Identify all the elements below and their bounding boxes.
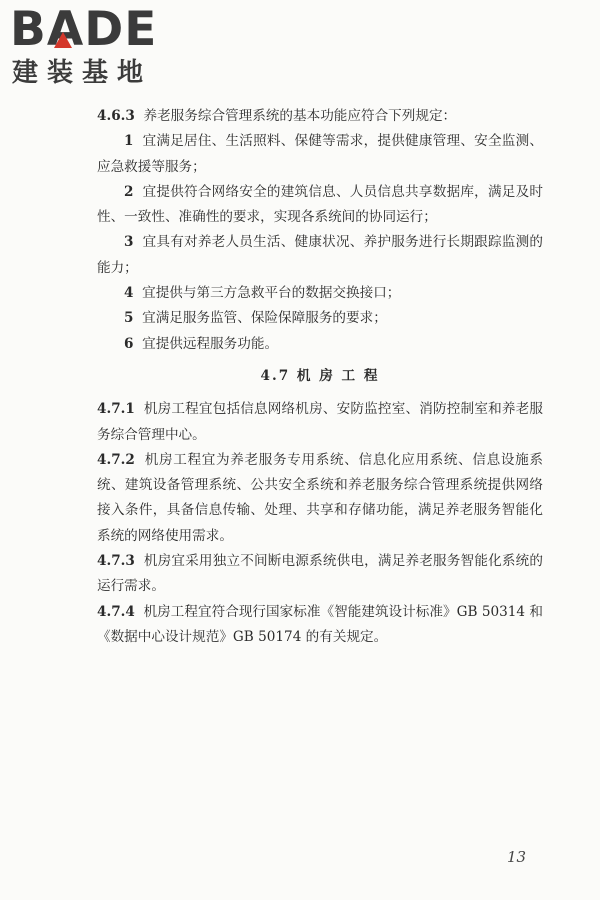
item-number: 3 bbox=[124, 234, 134, 251]
item-number: 5 bbox=[124, 310, 134, 327]
item-text: 宜提供与第三方急救平台的数据交换接口； bbox=[142, 285, 401, 302]
clause-number: 4.7.4 bbox=[97, 603, 135, 620]
clause-text: 机房工程宜包括信息网络机房、安防监控室、消防控制室和养老服务综合管理中心。 bbox=[97, 401, 543, 443]
item-text: 宜满足服务监管、保险保障服务的要求； bbox=[142, 310, 387, 327]
item-text: 宜满足居住、生活照料、保健等需求，提供健康管理、安全监测、应急救援等服务； bbox=[97, 133, 543, 175]
list-item bbox=[97, 306, 543, 331]
list-item bbox=[97, 129, 543, 180]
clause-number: 4.7.1 bbox=[97, 401, 135, 418]
item-text: 宜提供符合网络安全的建筑信息、人员信息共享数据库，满足及时性、一致性、准确性的要求，实现各系统间的协同运行； bbox=[97, 183, 543, 226]
logo-subtitle: 建装基地 bbox=[12, 58, 153, 88]
item-number: 2 bbox=[124, 183, 134, 200]
item-text: 宜提供远程服务功能。 bbox=[142, 335, 279, 352]
clause-4-7-4 bbox=[97, 600, 543, 651]
item-number: 6 bbox=[124, 335, 134, 352]
bade-logo bbox=[6, 2, 176, 90]
list-item bbox=[97, 230, 543, 281]
list-item bbox=[97, 180, 543, 231]
clause-4-7-1 bbox=[97, 397, 543, 448]
logo-wordmark: BADE bbox=[10, 2, 158, 57]
list-item bbox=[97, 332, 543, 357]
item-text: 宜具有对养老人员生活、健康状况、养护服务进行长期跟踪监测的能力； bbox=[97, 234, 543, 276]
document-body bbox=[97, 104, 543, 650]
clause-number: 4.6.3 bbox=[97, 108, 135, 124]
clause-text: 机房工程宜符合现行国家标准《智能建筑设计标准》GB 50314 和《数据中心设计规范》GB 50174 的有关规定。 bbox=[97, 603, 543, 645]
clause-number: 4.7.3 bbox=[97, 553, 135, 570]
clause-text: 机房工程宜为养老服务专用系统、信息化应用系统、信息设施系统、建筑设备管理系统、公共安全系统和养老服务综合管理系统提供网络接入条件，具备信息传输、处理、共享和存储功能，满足养老服务智能化系统的网络使用需求。 bbox=[97, 451, 543, 544]
clause-text: 机房宜采用独立不间断电源系统供电，满足养老服务智能化系统的运行需求。 bbox=[97, 553, 543, 595]
logo-accent-triangle bbox=[54, 32, 72, 48]
list-item bbox=[97, 281, 543, 306]
page-number: 13 bbox=[507, 848, 527, 866]
clause-text: 养老服务综合管理系统的基本功能应符合下列规定： bbox=[143, 108, 457, 124]
clause-4-6-3 bbox=[97, 104, 543, 129]
section-heading: 4.7 机 房 工 程 bbox=[260, 367, 380, 384]
clause-4-7-2 bbox=[97, 448, 543, 549]
clause-4-7-3 bbox=[97, 549, 543, 600]
clause-number: 4.7.2 bbox=[97, 451, 135, 468]
item-number: 1 bbox=[124, 133, 134, 150]
item-number: 4 bbox=[124, 285, 134, 302]
